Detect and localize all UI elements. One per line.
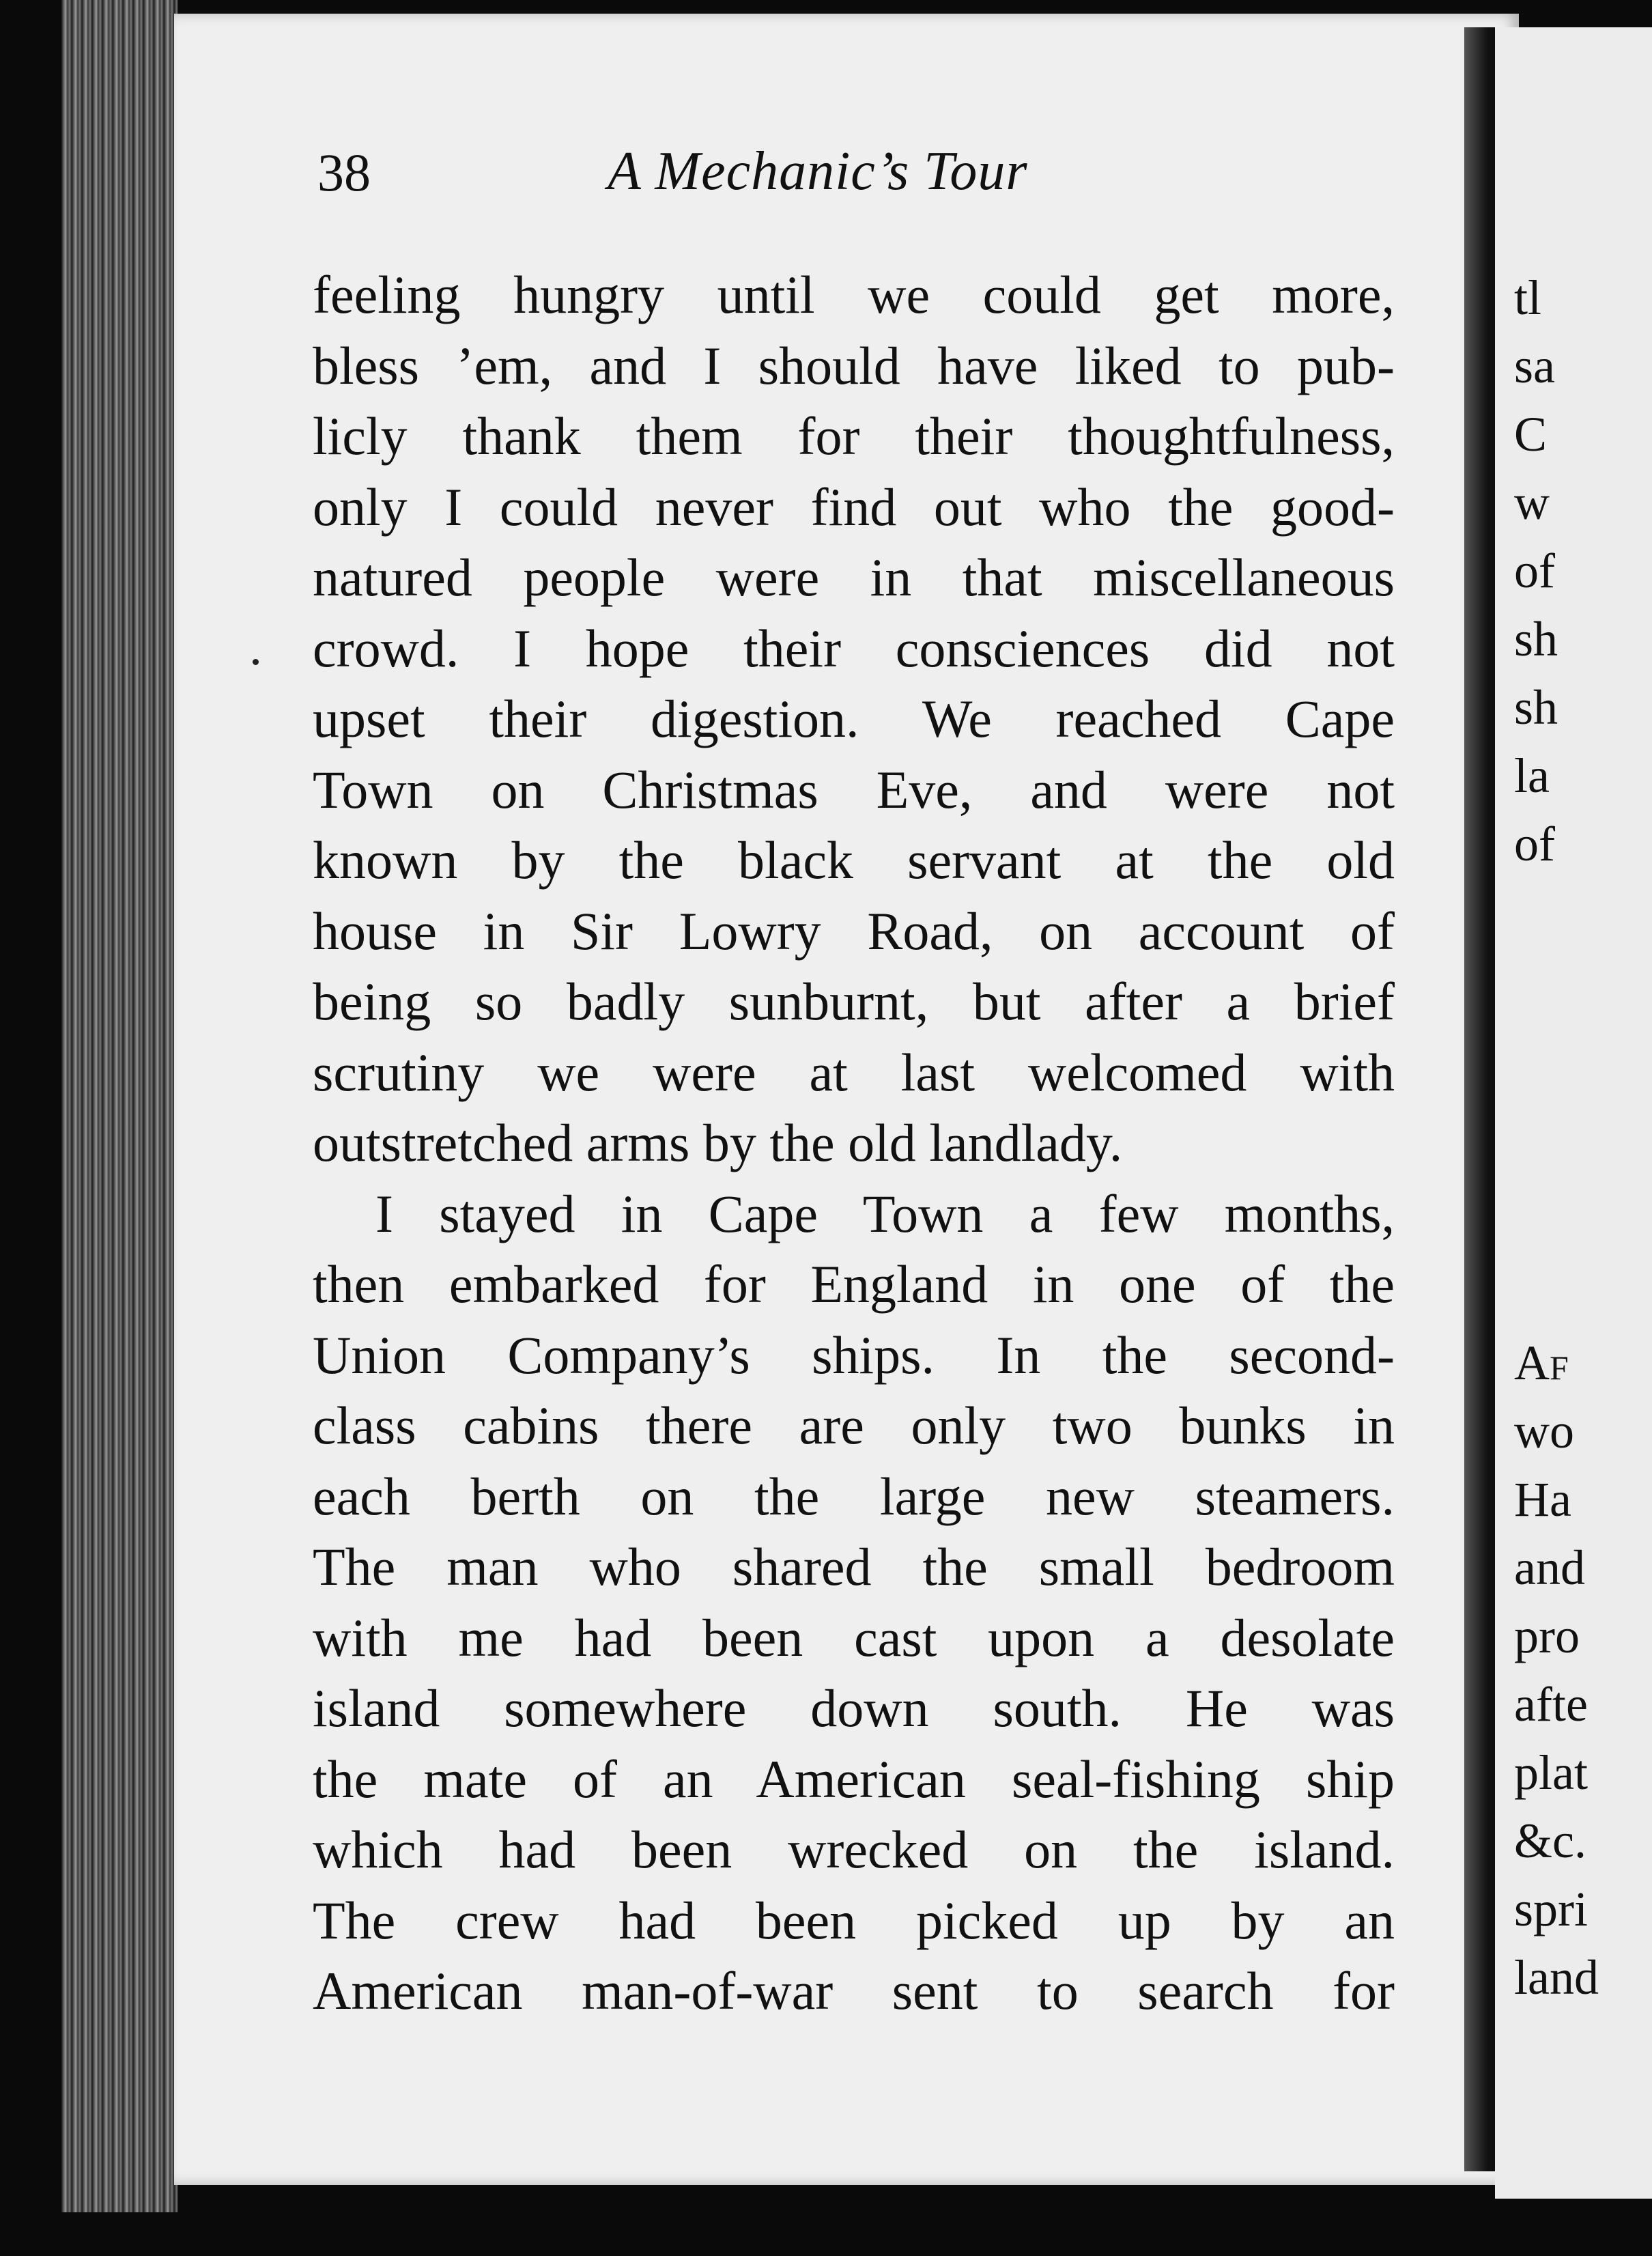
facing-page-fragment: la [1514,748,1550,803]
facing-page-fragment: wo [1514,1404,1574,1458]
text-line: licly thank them for their thoughtfulness, [313,406,1395,466]
text-line: The man who shared the small bedroom [313,1537,1395,1596]
text-line: then embarked for England in one of the [313,1254,1395,1314]
page-number: 38 [317,143,371,202]
facing-page-fragment: C [1514,407,1548,462]
text-line: house in Sir Lowry Road, on account of [313,901,1395,961]
facing-page-fragment: afte [1514,1677,1588,1732]
facing-page [1495,27,1652,2199]
facing-page-fragment: of [1514,817,1555,871]
facing-page-fragment: sh [1514,612,1558,666]
text-line: the mate of an American seal-fishing ship [313,1749,1395,1809]
text-line: I stayed in Cape Town a few months, [375,1183,1395,1243]
text-line: which had been wrecked on the island. [313,1820,1395,1879]
facing-page-fragment: tl [1514,270,1542,325]
facing-page-fragment: Ha [1514,1472,1571,1527]
margin-mark [253,659,259,665]
text-line: outstretched arms by the old landlady. [313,1113,1123,1172]
text-line: The crew had been picked up by an [313,1890,1395,1950]
text-line: Town on Christmas Eve, and were not [313,759,1395,819]
facing-page-fragment: &c. [1514,1814,1586,1868]
facing-page-fragment: spri [1514,1882,1588,1936]
text-line: being so badly sunburnt, but after a brief [313,972,1395,1031]
facing-page-fragment: w [1514,475,1550,530]
text-line: known by the black servant at the old [313,830,1395,890]
facing-page-fragment: sa [1514,339,1555,393]
facing-page-fragment: of [1514,544,1555,598]
body-text [313,259,1395,2027]
text-line: Union Company’s ships. In the second- [313,1325,1395,1385]
running-title: A Mechanic’s Tour [608,141,1028,201]
text-line: bless ’em, and I should have liked to pub- [313,335,1395,395]
text-line: only I could never find out who the good- [313,477,1395,537]
text-line: American man-of-war sent to search for [313,1961,1395,2020]
facing-page-fragment: sh [1514,680,1558,735]
facing-page-fragment: plat [1514,1745,1588,1800]
text-line: upset their digestion. We reached Cape [313,689,1395,748]
facing-page-fragment: pro [1514,1609,1580,1663]
text-line: class cabins there are only two bunks in [313,1396,1395,1455]
text-line: with me had been cast upon a desolate [313,1607,1395,1667]
text-line: feeling hungry until we could get more, [313,265,1395,324]
facing-page-fragment: Af [1514,1336,1569,1390]
page-stack-edge [61,0,177,2212]
facing-page-fragment: land [1514,1950,1599,2005]
text-line: natured people were in that miscellaneous [313,548,1395,607]
text-line: each berth on the large new steamers. [313,1466,1395,1526]
text-line: crowd. I hope their consciences did not [313,618,1395,678]
text-line: island somewhere down south. He was [313,1678,1395,1738]
facing-page-fragment: and [1514,1540,1585,1595]
text-line: scrutiny we were at last welcomed with [313,1042,1395,1102]
